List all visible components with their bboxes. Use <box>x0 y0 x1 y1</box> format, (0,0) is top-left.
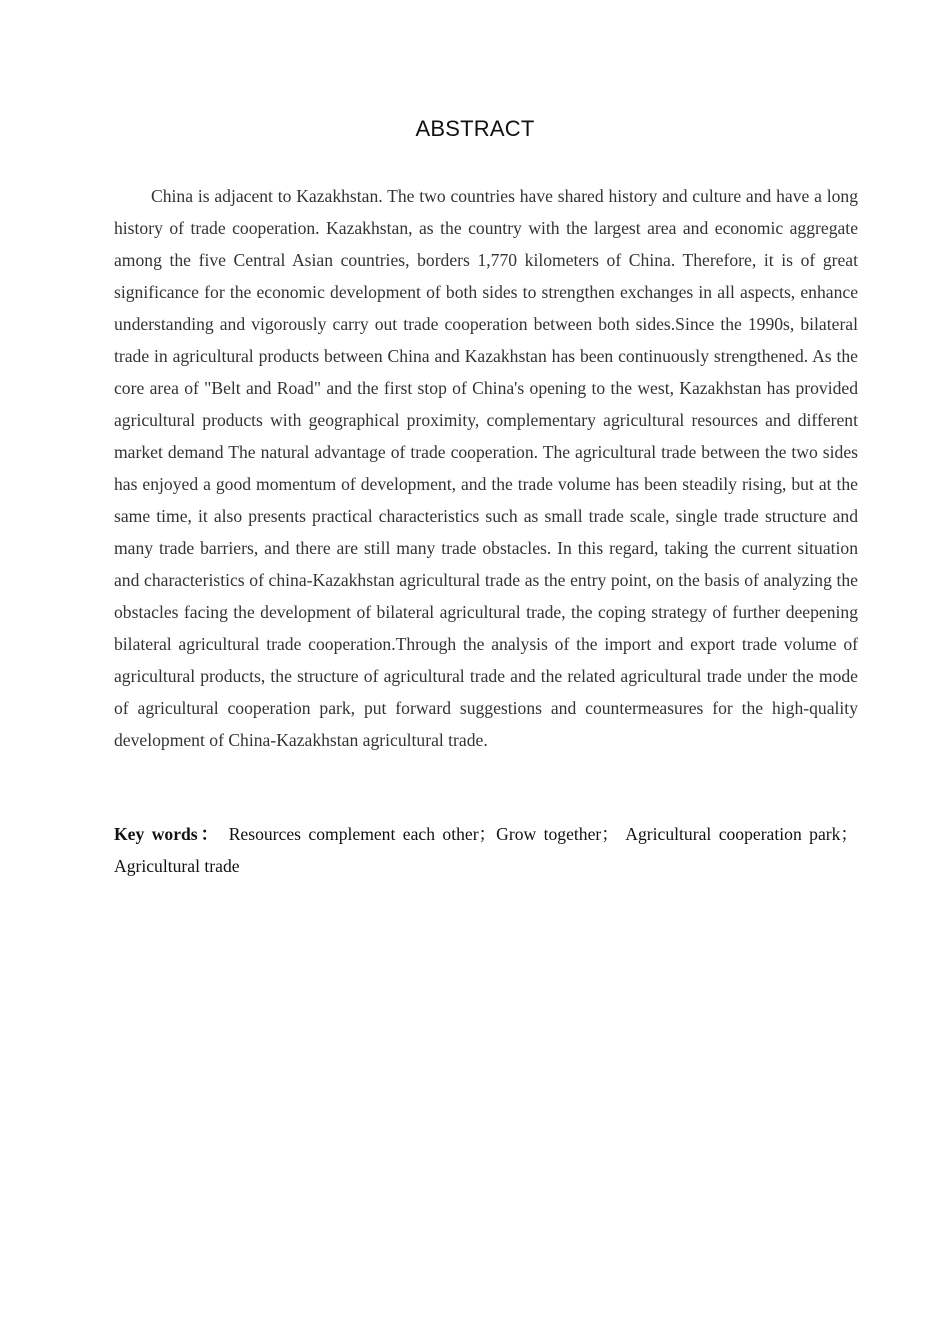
abstract-title: ABSTRACT <box>415 116 535 141</box>
keywords-text: Resources complement each other；Grow together； Agricultural cooperation park；Agricultural trade <box>114 824 859 876</box>
keywords-label: Key words： <box>114 824 222 844</box>
keywords-line <box>114 818 858 882</box>
abstract-paragraph: China is adjacent to Kazakhstan. The two countries have shared history and culture and have a long history of trade cooperation. Kazakhstan, as the country with the largest area and economic aggregate among the five Central Asian countries, borders 1,770 kilometers of China. Therefore, it is of great significance for the economic development of both sides to strengthen exchanges in all aspects, enhance understanding and vigorously carry out trade cooperation between both sides.Since the 1990s, bilateral trade in agricultural products between China and Kazakhstan has been continuously strengthened. As the core area of "Belt and Road" and the first stop of China's opening to the west, Kazakhstan has provided agricultural products with geographical proximity, complementary agricultural resources and different market demand The natural advantage of trade cooperation. The agricultural trade between the two sides has enjoyed a good momentum of development, and the trade volume has been steadily rising, but at the same time, it also presents practical characteristics such as small trade scale, single trade structure and many trade barriers, and there are still many trade obstacles. In this regard, taking the current situation and characteristics of china-Kazakhstan agricultural trade as the entry point, on the basis of analyzing the obstacles facing the development of bilateral agricultural trade, the coping strategy of further deepening bilateral agricultural trade cooperation.Through the analysis of the import and export trade volume of agricultural products, the structure of agricultural trade and the related agricultural trade under the mode of agricultural cooperation park, put forward suggestions and countermeasures for the high-quality development of China-Kazakhstan agricultural trade. <box>114 186 858 750</box>
